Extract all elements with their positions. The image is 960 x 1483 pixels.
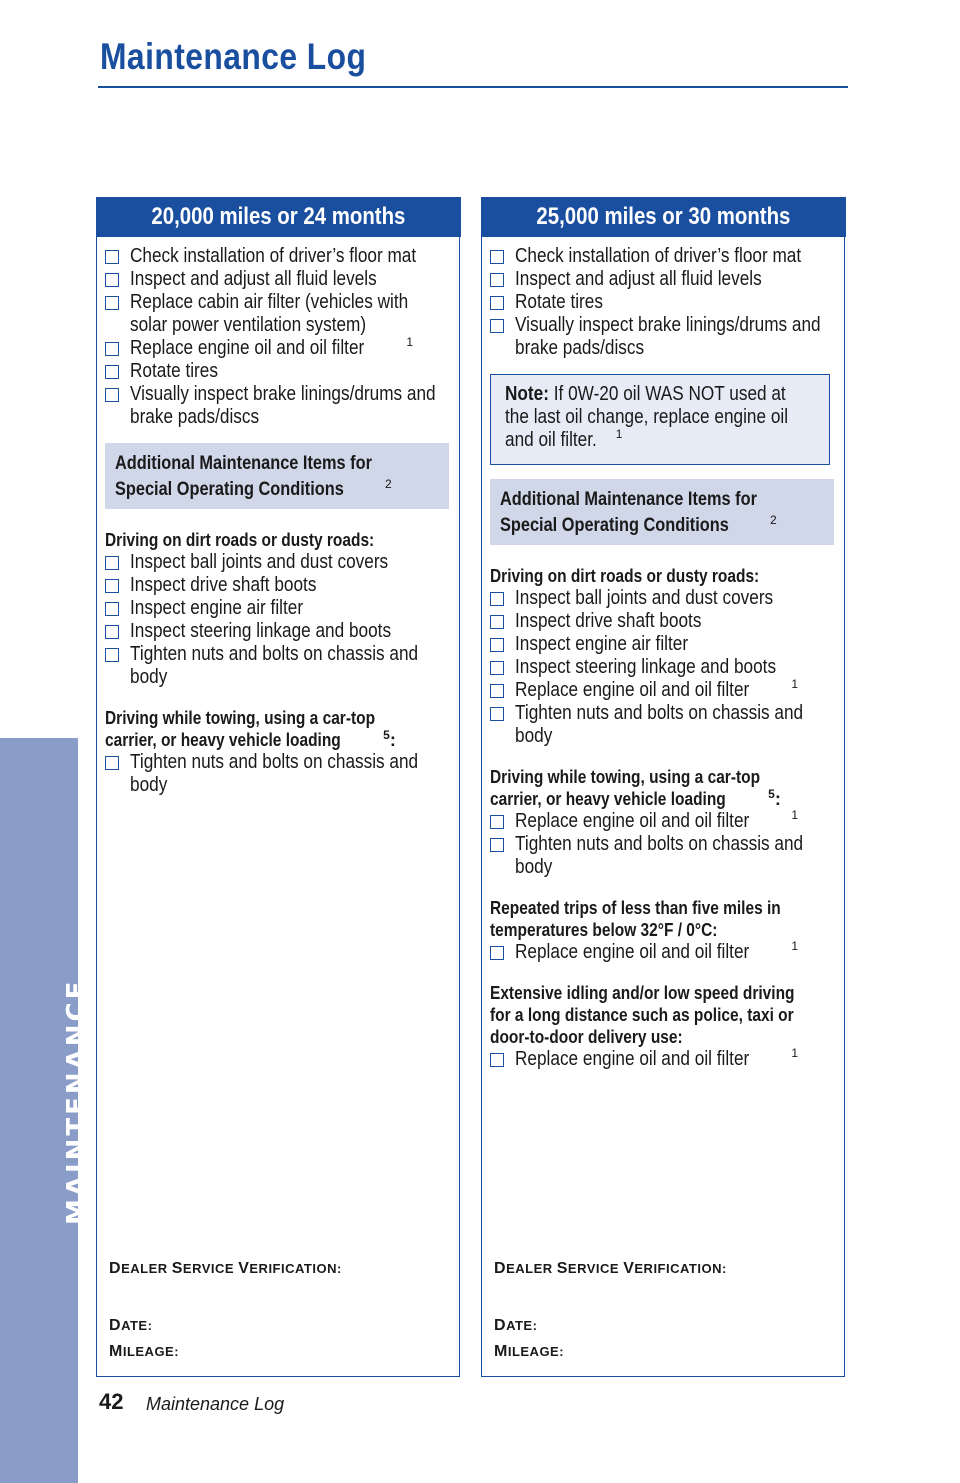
checklist-item-line-text: solar power ventilation system) xyxy=(130,314,367,336)
checklist-item xyxy=(490,941,836,964)
checklist-item-text xyxy=(130,643,465,689)
banner-line xyxy=(115,477,439,503)
checklist-item-line-text: Tighten nuts and bolts on chassis and xyxy=(515,833,804,855)
checklist-item-line xyxy=(515,941,836,964)
checklist-item-text xyxy=(515,702,850,748)
note-line xyxy=(505,429,815,452)
checklist-item-line xyxy=(515,725,850,748)
checklist-item xyxy=(105,643,451,689)
condition-heading-text: for a long distance such as police, taxi or xyxy=(490,1005,794,1025)
banner-text: Special Operating Conditions xyxy=(115,479,344,500)
checkbox[interactable] xyxy=(490,250,504,264)
checklist-item-line-text: Inspect engine air filter xyxy=(515,633,689,655)
service-column-20000 xyxy=(96,197,460,1377)
checkbox[interactable] xyxy=(105,296,119,310)
checklist-item-line xyxy=(515,291,836,314)
condition-heading-line xyxy=(105,529,451,551)
checkbox[interactable] xyxy=(105,579,119,593)
checklist-item-line xyxy=(515,633,836,656)
column-header: 20,000 miles or 24 months xyxy=(96,197,461,237)
checklist-item xyxy=(490,314,836,360)
date-label: DATE: xyxy=(494,1317,538,1334)
checklist-item xyxy=(105,751,451,797)
checklist-item-text xyxy=(130,360,451,383)
checklist-item-line xyxy=(130,314,453,337)
checklist-item-line-text: Tighten nuts and bolts on chassis and xyxy=(130,643,419,665)
checklist-item-line-text: Inspect steering linkage and boots xyxy=(130,620,392,642)
checklist-item xyxy=(490,245,836,268)
checklist-item-text xyxy=(130,268,451,291)
checklist-item-text xyxy=(130,291,453,337)
checklist-item xyxy=(105,574,451,597)
checkbox[interactable] xyxy=(490,1053,504,1067)
heading-colon: : xyxy=(389,730,396,750)
checklist-item-line-text: body xyxy=(515,725,553,747)
checklist-item-line xyxy=(515,833,850,856)
checklist-item-line xyxy=(515,679,836,702)
checklist-item-text xyxy=(130,383,485,429)
checklist-item xyxy=(490,656,836,679)
condition-heading-line xyxy=(490,897,836,919)
spacer xyxy=(105,689,451,707)
checklist-item xyxy=(490,587,836,610)
checklist-item-line-text: Inspect ball joints and dust covers xyxy=(515,587,774,609)
column-content xyxy=(97,237,459,797)
checklist-item-line xyxy=(515,656,836,679)
condition-heading xyxy=(105,529,451,551)
checklist-item-text xyxy=(515,833,850,879)
checklist-item-line xyxy=(130,597,451,620)
checkbox[interactable] xyxy=(490,296,504,310)
checklist-item-line xyxy=(515,314,870,337)
checklist-item-line xyxy=(130,774,465,797)
checkbox[interactable] xyxy=(105,365,119,379)
column-header: 25,000 miles or 30 months xyxy=(481,197,846,237)
checklist-item-text xyxy=(130,245,463,268)
condition-heading xyxy=(490,897,836,941)
checklist-item-text xyxy=(130,751,465,797)
checklist-item xyxy=(490,702,836,748)
checkbox[interactable] xyxy=(105,250,119,264)
checklist-item-text xyxy=(130,337,451,360)
checklist-item xyxy=(105,597,451,620)
checklist-item-text xyxy=(130,574,451,597)
footnote-marker: 1 xyxy=(791,808,799,823)
checklist-item-line xyxy=(130,620,451,643)
checkbox[interactable] xyxy=(105,342,119,356)
checklist-item-line xyxy=(130,643,465,666)
checklist-item xyxy=(105,337,451,360)
banner-line xyxy=(500,487,824,513)
banner-text: Additional Maintenance Items for xyxy=(115,453,372,474)
spacer xyxy=(490,748,836,766)
condition-heading-text: Driving on dirt roads or dusty roads: xyxy=(490,566,760,586)
checklist-item-line xyxy=(130,551,451,574)
checklist-item xyxy=(490,268,836,291)
column-content xyxy=(482,237,844,1071)
condition-heading-line xyxy=(490,565,836,587)
checklist-item-text xyxy=(515,587,836,610)
checkbox[interactable] xyxy=(105,602,119,616)
condition-heading-line xyxy=(490,788,836,810)
spacer xyxy=(490,879,836,897)
checklist-item-line-text: Replace engine oil and oil filter xyxy=(130,337,365,359)
page-title: Maintenance Log xyxy=(100,36,367,77)
checklist-item-line xyxy=(515,610,836,633)
checklist-item xyxy=(105,383,451,429)
note-text: If 0W-20 oil WAS NOT used at xyxy=(553,383,786,405)
checklist-item-line-text: Replace engine oil and oil filter xyxy=(515,941,750,963)
dealer-verification-label: DEALER SERVICE VERIFICATION: xyxy=(494,1260,727,1277)
banner-line xyxy=(115,451,439,477)
checklist-item-line-text: Tighten nuts and bolts on chassis and xyxy=(515,702,804,724)
condition-heading-line xyxy=(490,982,836,1004)
checklist-item xyxy=(105,291,451,337)
condition-heading xyxy=(490,565,836,587)
checkbox[interactable] xyxy=(490,592,504,606)
checkbox[interactable] xyxy=(105,648,119,662)
checklist-item-text xyxy=(515,633,836,656)
checklist-item-line-text: Replace engine oil and oil filter xyxy=(515,810,750,832)
condition-heading-line xyxy=(490,1026,836,1048)
mileage-label: MILEAGE: xyxy=(494,1343,565,1360)
checklist-item-text xyxy=(515,610,836,633)
footnote-marker: 5 xyxy=(383,728,390,742)
condition-heading-text: door-to-door delivery use: xyxy=(490,1027,683,1047)
note-text: and oil filter. xyxy=(505,429,597,451)
note-line xyxy=(505,406,815,429)
checklist-item-line-text: Inspect steering linkage and boots xyxy=(515,656,777,678)
checkbox[interactable] xyxy=(490,707,504,721)
checkbox[interactable] xyxy=(490,684,504,698)
checklist-item-line xyxy=(515,856,850,879)
checklist-item-text xyxy=(515,245,848,268)
checkbox[interactable] xyxy=(490,319,504,333)
checklist-item-line xyxy=(130,268,451,291)
condition-heading-line xyxy=(490,919,836,941)
checklist-item-line xyxy=(130,574,451,597)
checklist-item-line-text: Rotate tires xyxy=(515,291,603,313)
banner-line xyxy=(500,513,824,539)
checkbox[interactable] xyxy=(105,625,119,639)
checklist-item xyxy=(490,833,836,879)
condition-heading xyxy=(490,982,836,1048)
checklist-item-line-text: Tighten nuts and bolts on chassis and xyxy=(130,751,419,773)
checklist-item xyxy=(490,810,836,833)
condition-heading-line xyxy=(490,766,836,788)
checkbox[interactable] xyxy=(490,815,504,829)
checklist-item-line-text: Replace cabin air filter (vehicles with xyxy=(130,291,409,313)
checklist-item-text xyxy=(515,941,836,964)
checkbox[interactable] xyxy=(105,273,119,287)
checkbox[interactable] xyxy=(490,661,504,675)
checklist-item-line-text: brake pads/discs xyxy=(515,337,645,359)
checklist-item-text xyxy=(515,679,836,702)
condition-heading-text: Driving on dirt roads or dusty roads: xyxy=(105,530,375,550)
checklist-item-line xyxy=(130,383,485,406)
checklist-item-line-text: Replace engine oil and oil filter xyxy=(515,1048,750,1070)
checklist-item-line-text: Inspect and adjust all fluid levels xyxy=(515,268,762,290)
checklist-item-line-text: Visually inspect brake linings/drums and xyxy=(130,383,436,405)
checkbox[interactable] xyxy=(105,756,119,770)
condition-heading-text: Extensive idling and/or low speed driving xyxy=(490,983,795,1003)
checklist-item-line-text: Check installation of driver’s floor mat xyxy=(130,245,417,267)
title-rule xyxy=(98,86,848,88)
heading-colon: : xyxy=(774,789,781,809)
additional-items-banner xyxy=(490,479,834,545)
spacer xyxy=(490,964,836,982)
checkbox[interactable] xyxy=(490,838,504,852)
checklist-item-line xyxy=(130,360,451,383)
date-label: DATE: xyxy=(109,1317,153,1334)
checklist-item-line xyxy=(130,666,465,689)
footnote-marker: 1 xyxy=(791,677,799,692)
checklist-item-line xyxy=(130,406,485,429)
condition-heading-line xyxy=(105,729,451,751)
checklist-item xyxy=(105,620,451,643)
checklist-item-text xyxy=(515,314,870,360)
checklist-item-line-text: Check installation of driver’s floor mat xyxy=(515,245,802,267)
note-line xyxy=(505,383,815,406)
checkbox[interactable] xyxy=(490,615,504,629)
checklist-item-text xyxy=(515,1048,836,1071)
checklist-item-line-text: body xyxy=(130,774,168,796)
checklist-item-line xyxy=(130,291,453,314)
checklist-item xyxy=(490,610,836,633)
page-number: 42 xyxy=(99,1389,124,1414)
checklist-item-line-text: Inspect and adjust all fluid levels xyxy=(130,268,377,290)
checklist-item-text xyxy=(130,620,451,643)
checklist-item-line xyxy=(515,245,848,268)
checklist-item-text xyxy=(515,810,836,833)
checklist-item-line-text: body xyxy=(515,856,553,878)
checklist-item-text xyxy=(515,656,836,679)
checklist-item-text xyxy=(130,597,451,620)
checklist-item xyxy=(490,679,836,702)
checklist-item xyxy=(490,291,836,314)
side-tab-label: MAINTENANCE xyxy=(62,978,92,1225)
checklist-item-line-text: Inspect ball joints and dust covers xyxy=(130,551,389,573)
checklist-item-line xyxy=(515,587,836,610)
checklist-item-line xyxy=(130,245,463,268)
checklist-item-line-text: body xyxy=(130,666,168,688)
checklist-item xyxy=(490,1048,836,1071)
checklist-item xyxy=(105,268,451,291)
checklist-item-text xyxy=(515,291,836,314)
condition-heading-text: carrier, or heavy vehicle loading xyxy=(105,730,341,750)
condition-heading xyxy=(490,766,836,810)
checklist-item-line-text: brake pads/discs xyxy=(130,406,260,428)
checkbox[interactable] xyxy=(105,388,119,402)
checklist-item-line xyxy=(130,751,465,774)
checklist-item-line xyxy=(515,268,836,291)
dealer-verification-label: DEALER SERVICE VERIFICATION: xyxy=(109,1260,342,1277)
checklist-item-line-text: Replace engine oil and oil filter xyxy=(515,679,750,701)
footnote-marker: 2 xyxy=(385,476,392,491)
banner-text: Additional Maintenance Items for xyxy=(500,489,757,510)
checklist-item-line xyxy=(515,810,836,833)
checklist-item-line xyxy=(515,702,850,725)
checklist-item xyxy=(105,551,451,574)
note-line-text xyxy=(505,383,786,406)
note-box xyxy=(490,374,830,465)
footnote-marker: 1 xyxy=(615,427,623,442)
checklist-item-text xyxy=(130,551,451,574)
banner-text: Special Operating Conditions xyxy=(500,515,729,536)
condition-heading-line xyxy=(105,707,451,729)
footnote-marker: 1 xyxy=(406,335,414,350)
checklist-item-line xyxy=(515,1048,836,1071)
footnote-marker: 1 xyxy=(791,1046,799,1061)
footnote-marker: 5 xyxy=(768,787,775,801)
checkbox[interactable] xyxy=(105,556,119,570)
checkbox[interactable] xyxy=(490,946,504,960)
checklist-item-line-text: Inspect engine air filter xyxy=(130,597,304,619)
footer-title: Maintenance Log xyxy=(146,1394,285,1414)
checklist-item-text xyxy=(515,268,836,291)
condition-heading-text: temperatures below 32°F / 0°C: xyxy=(490,920,718,940)
checklist-item-line xyxy=(130,337,451,360)
condition-heading-text: Driving while towing, using a car-top xyxy=(490,767,761,787)
checklist-item-line xyxy=(515,337,870,360)
condition-heading-text: carrier, or heavy vehicle loading xyxy=(490,789,726,809)
note-label: Note: xyxy=(505,383,549,405)
checklist-item-line-text: Inspect drive shaft boots xyxy=(130,574,317,596)
footnote-marker: 1 xyxy=(791,939,799,954)
checkbox[interactable] xyxy=(490,273,504,287)
condition-heading-line xyxy=(490,1004,836,1026)
checklist-item-line-text: Visually inspect brake linings/drums and xyxy=(515,314,821,336)
checklist-item-line-text: Inspect drive shaft boots xyxy=(515,610,702,632)
additional-items-banner xyxy=(105,443,449,509)
checklist-item xyxy=(490,633,836,656)
checkbox[interactable] xyxy=(490,638,504,652)
checklist-item xyxy=(105,245,451,268)
condition-heading-text: Repeated trips of less than five miles in xyxy=(490,898,781,918)
checklist-item-line-text: Rotate tires xyxy=(130,360,218,382)
footnote-marker: 2 xyxy=(770,512,777,527)
note-text: the last oil change, replace engine oil xyxy=(505,406,789,428)
condition-heading xyxy=(105,707,451,751)
checklist-item xyxy=(105,360,451,383)
mileage-label: MILEAGE: xyxy=(109,1343,180,1360)
service-column-25000 xyxy=(481,197,845,1377)
condition-heading-text: Driving while towing, using a car-top xyxy=(105,708,376,728)
